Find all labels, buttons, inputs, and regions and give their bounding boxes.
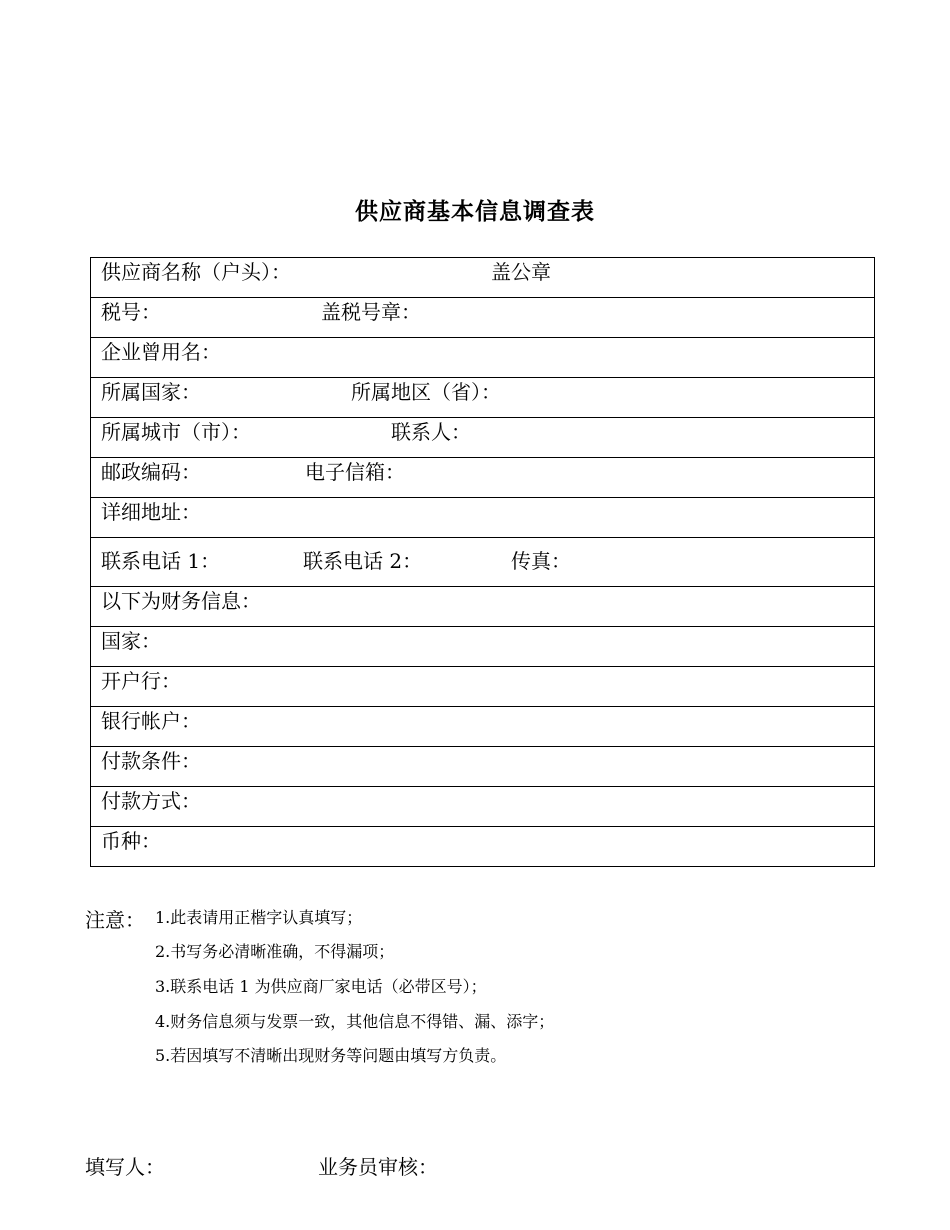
phone-1-label: 联系电话 1： [101,549,221,573]
notes-label: 注意： [85,908,145,932]
address-label: 详细地址： [101,500,201,524]
bank-account-label: 银行帐户： [101,709,201,733]
row-currency [91,827,874,867]
reviewer-label: 业务员审核： [318,1155,438,1179]
finance-heading-label: 以下为财务信息： [101,589,261,613]
row-country-region [91,378,874,418]
row-address [91,498,874,538]
row-payment-terms [91,747,874,787]
phone-2-label: 联系电话 2： [303,549,423,573]
supplier-info-table [90,257,875,867]
row-bank-country [91,627,874,667]
note-item: 2.书写务必清晰准确，不得漏项； [155,942,395,961]
row-bank [91,667,874,707]
currency-label: 币种： [101,829,161,853]
row-bank-account [91,707,874,747]
former-name-label: 企业曾用名： [101,340,221,364]
fax-label: 传真： [511,549,571,573]
payment-terms-label: 付款条件： [101,749,201,773]
note-item: 5.若因填写不清晰出现财务等问题由填写方负责。 [155,1046,507,1065]
row-phones-fax [91,538,874,587]
bank-country-label: 国家： [101,629,161,653]
country-label: 所属国家： [101,380,201,404]
row-postcode-email [91,458,874,498]
filler-label: 填写人： [85,1155,165,1179]
row-city-contact [91,418,874,458]
email-label: 电子信箱： [305,460,405,484]
supplier-name-label: 供应商名称（户头）： [101,260,291,284]
note-item: 1.此表请用正楷字认真填写； [155,908,363,927]
province-label: 所属地区（省）： [351,380,501,404]
row-payment-method [91,787,874,827]
form-title: 供应商基本信息调查表 [355,198,595,225]
payment-method-label: 付款方式： [101,789,201,813]
row-supplier-name [91,258,874,298]
note-item: 4.财务信息须与发票一致，其他信息不得错、漏、添字； [155,1012,555,1031]
tax-number-label: 税号： [101,300,161,324]
tax-seal-label: 盖税号章： [321,300,421,324]
postcode-label: 邮政编码： [101,460,201,484]
note-item: 3.联系电话 1 为供应商厂家电话（必带区号）； [155,977,487,996]
row-former-name [91,338,874,378]
city-label: 所属城市（市）： [101,420,251,444]
bank-label: 开户行： [101,669,181,693]
row-finance-heading [91,587,874,627]
contact-person-label: 联系人： [391,420,471,444]
official-seal-label: 盖公章 [491,260,551,284]
row-tax-number [91,298,874,338]
